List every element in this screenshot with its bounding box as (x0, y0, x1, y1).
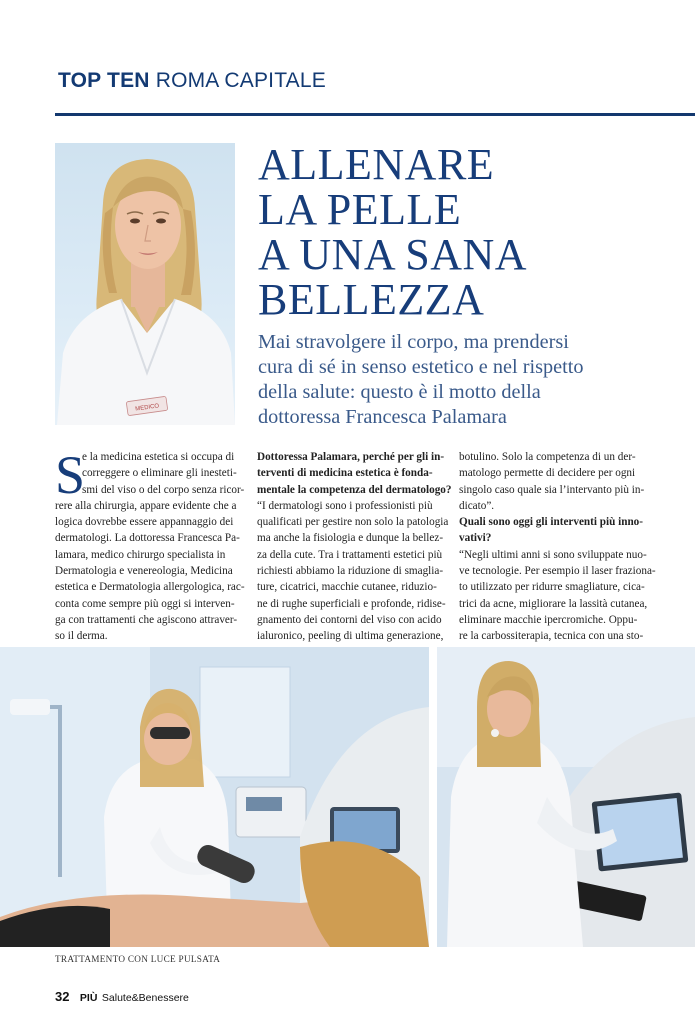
text-line: eliminare macchie ipercromiche. Oppu- (459, 613, 638, 626)
headline-line: BELLEZZA (258, 275, 485, 324)
text-line: e la medicina estetica si occupa di (82, 451, 235, 463)
headline-line: LA PELLE (258, 185, 462, 234)
subtitle-line: Mai stravolgere il corpo, ma prendersi (258, 331, 569, 353)
text-line: smi del viso o del corpo senza ricor- (82, 483, 245, 496)
text-line: rere alla chirurgia, appare evidente che a (55, 499, 237, 512)
text-line: richiesti abbiamo la riduzione di smaglia- (257, 565, 444, 578)
text-line: Dermatologia e venereologia, Medicina (55, 565, 233, 578)
text-line: gnamento dei contorni del viso con acido (257, 613, 442, 626)
header-rule (55, 113, 695, 116)
portrait-badge-text: MEDICO (134, 403, 160, 413)
question-line: mentale la competenza del dermatologo? (257, 483, 452, 496)
section-label: TOP TEN (58, 69, 150, 92)
drop-cap: S (55, 445, 86, 505)
article-column-3 (459, 449, 656, 645)
subtitle-line: cura di sé in senso estetico e nel rispetto (258, 356, 584, 378)
portrait-illustration (55, 143, 235, 425)
page-footer (55, 988, 189, 1006)
magazine-subtitle: Salute&Benessere (101, 992, 189, 1004)
text-line: ve tecnologie. Per esempio il laser fraziona- (459, 565, 656, 578)
treatment-illustration (0, 647, 429, 947)
text-line: matologo permette di decidere per ogni (459, 467, 636, 480)
text-line: lamara, medico chirurgo specialista in (55, 548, 226, 561)
text-line: ma anche la fisiologia e dunque la bellez- (257, 532, 444, 545)
text-line: dicato”. (459, 499, 495, 512)
text-line: trici da acne, migliorare la lassità cutanea, (459, 597, 648, 610)
text-line: ture, cicatrici, macchie cutanee, riduzio- (257, 581, 437, 594)
text-line: ialuronico, peeling di ultima generazione, (257, 630, 444, 643)
text-line: qualificati per gestire non solo la patologia (257, 516, 449, 529)
portrait-photo (55, 143, 235, 425)
section-title (58, 68, 326, 94)
question-line: terventi di medicina estetica è fonda- (257, 467, 433, 480)
text-line: logica dovrebbe essere appannaggio dei (55, 516, 234, 529)
text-line: ne di rughe superficiali e profonde, ridise- (257, 597, 446, 610)
article-column-2 (257, 449, 452, 645)
photo-caption: TRATTAMENTO CON LUCE PULSATA (55, 954, 221, 964)
article-column-1 (55, 445, 245, 645)
subtitle-line: della salute: questo è il motto della (258, 381, 541, 403)
question-line: Quali sono oggi gli interventi più inno- (459, 516, 644, 529)
text-line: singolo caso quale sia l’intervanto più in- (459, 483, 645, 496)
text-line: za della cute. Tra i trattamenti estetici più (257, 548, 443, 561)
subtitle (258, 330, 678, 430)
section-sublabel: ROMA CAPITALE (155, 69, 326, 92)
text-line: botulino. Solo la competenza di un der- (459, 451, 636, 463)
text-line: conta come sempre più oggi si interven- (55, 597, 235, 610)
magazine-name: PIÙ (79, 992, 98, 1004)
question-line: vativi? (459, 532, 492, 545)
computer-photo (437, 647, 695, 947)
text-line: “Negli ultimi anni si sono sviluppate nuo- (459, 548, 647, 561)
text-line: correggere o eliminare gli inesteti- (82, 467, 237, 480)
headline-line: ALLENARE (258, 140, 495, 189)
treatment-photo (0, 647, 429, 947)
question-line: Dottoressa Palamara, perché per gli in- (257, 451, 445, 463)
computer-illustration (437, 647, 695, 947)
text-line: dermatologi. La dottoressa Francesca Pa- (55, 532, 240, 545)
headline-line: A UNA SANA (258, 230, 528, 279)
text-line: to utilizzato per ridurre smagliature, cica- (459, 581, 645, 594)
text-line: “I dermatologi sono i professionisti più (257, 499, 433, 512)
page-number: 32 (55, 989, 70, 1004)
text-line: re la carbossiterapia, tecnica con una sto- (459, 630, 644, 643)
headline (258, 142, 688, 322)
text-line: so il derma. (55, 630, 108, 643)
subtitle-line: dottoressa Francesca Palamara (258, 406, 507, 428)
text-line: ga con trattamenti che agiscono attraver- (55, 613, 238, 626)
text-line: estetica e Dermatologia allergologica, rac- (55, 581, 245, 594)
